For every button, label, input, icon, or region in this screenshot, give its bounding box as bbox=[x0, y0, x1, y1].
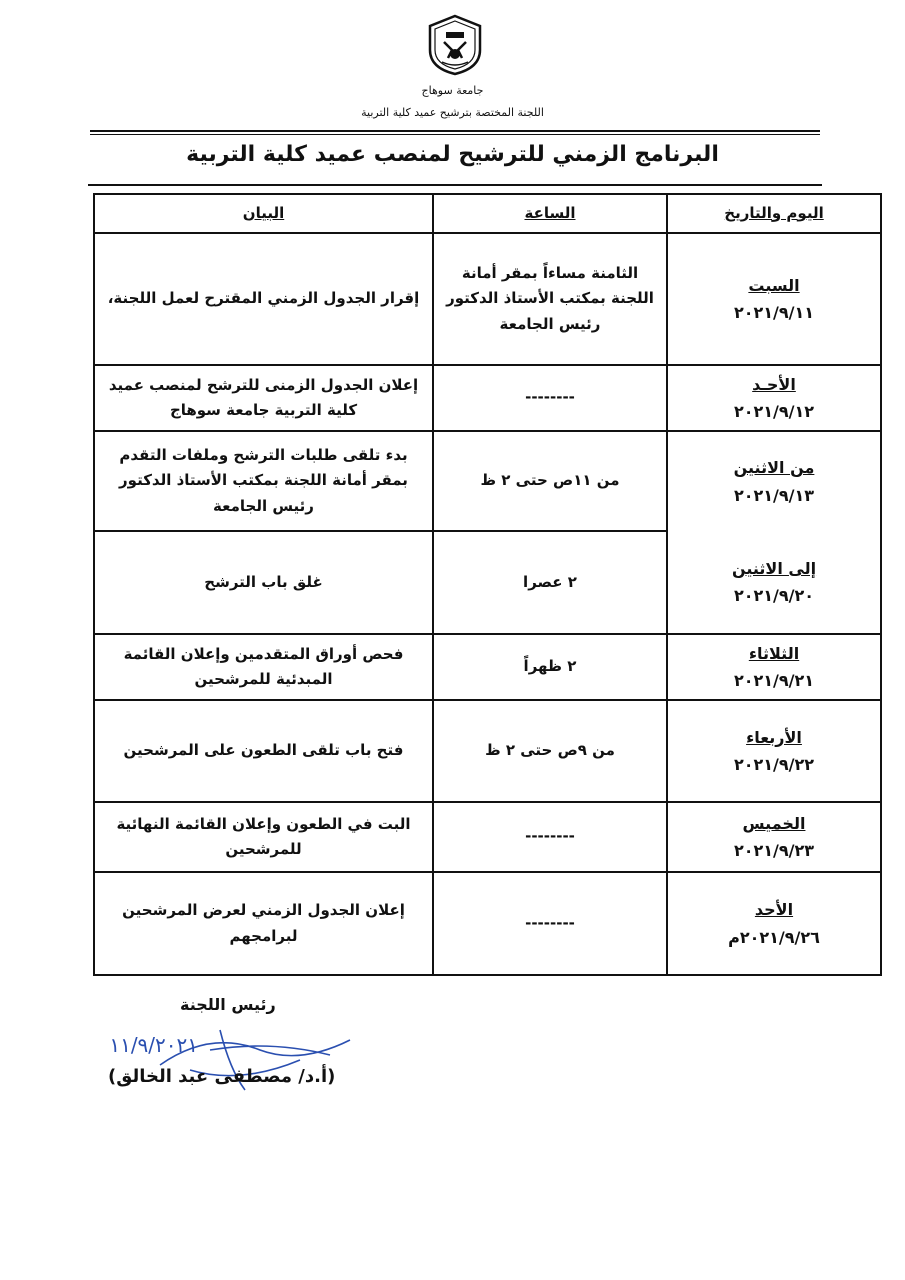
signatory-name: (أ.د/ مصطفى عبد الخالق) bbox=[108, 1066, 336, 1087]
day-date: ٢٠٢١/٩/٢٣ bbox=[733, 841, 815, 860]
day-date: ٢٠٢١/٩/٢٢ bbox=[733, 755, 815, 774]
day-cell bbox=[667, 872, 881, 975]
day-date: ٢٠٢١/٩/١١ bbox=[733, 303, 815, 322]
column-header-day: اليوم والتاريخ bbox=[667, 194, 881, 233]
table-row bbox=[94, 700, 881, 802]
header-divider-thin bbox=[90, 134, 820, 135]
time-cell: الثامنة مساءاً بمقر أمانة اللجنة بمكتب الأستاذ الدكتور رئيس الجامعة bbox=[433, 233, 667, 365]
day-cell bbox=[667, 634, 881, 700]
title-divider bbox=[88, 184, 822, 186]
description-cell: البت في الطعون وإعلان القائمة النهائية للمرشحين bbox=[94, 802, 433, 872]
day-cell bbox=[667, 700, 881, 802]
day-name: الأحد bbox=[754, 900, 794, 920]
day-date: ٢٠٢١/٩/١٢ bbox=[733, 402, 815, 421]
time-cell: من ٩ص حتى ٢ ظ bbox=[433, 700, 667, 802]
header-divider bbox=[90, 130, 820, 132]
description-cell: إعلان الجدول الزمني لعرض المرشحين لبرامجهم bbox=[94, 872, 433, 975]
column-header-description: البيان bbox=[94, 194, 433, 233]
table-header-row bbox=[94, 194, 881, 233]
day-date: ٢٠٢١/٩/١٣ bbox=[733, 485, 815, 505]
day-cell bbox=[667, 365, 881, 431]
day-cell bbox=[667, 531, 881, 634]
day-name: الثلاثاء bbox=[748, 643, 800, 663]
day-name: الأحـد bbox=[752, 374, 796, 394]
time-cell: من ١١ص حتى ٢ ظ bbox=[433, 431, 667, 531]
day-name: الخميس bbox=[742, 813, 806, 833]
description-cell: فحص أوراق المتقدمين وإعلان القائمة المبدئية للمرشحين bbox=[94, 634, 433, 700]
day-cell bbox=[667, 233, 881, 365]
time-cell: ٢ عصرا bbox=[433, 531, 667, 634]
signatory-role: رئيس اللجنة bbox=[180, 995, 276, 1014]
day-date: ٢٠٢١/٩/٢٠ bbox=[733, 586, 815, 605]
description-cell: إقرار الجدول الزمني المقترح لعمل اللجنة، bbox=[94, 233, 433, 365]
table-row bbox=[94, 365, 881, 431]
day-cell bbox=[667, 431, 881, 531]
table-row bbox=[94, 802, 881, 872]
time-cell: -------- bbox=[433, 872, 667, 975]
handwritten-date: ١١/٩/٢٠٢١ bbox=[109, 1033, 198, 1057]
day-name: السبت bbox=[748, 275, 800, 295]
column-header-time: الساعة bbox=[433, 194, 667, 233]
description-cell: فتح باب تلقى الطعون على المرشحين bbox=[94, 700, 433, 802]
day-name: إلى الاثنين bbox=[731, 558, 817, 578]
day-date: ٢٠٢١/٩/٢١ bbox=[733, 671, 815, 690]
table-row bbox=[94, 531, 881, 634]
time-cell: -------- bbox=[433, 802, 667, 872]
table-row bbox=[94, 634, 881, 700]
schedule-table bbox=[93, 193, 882, 976]
day-date: ٢٠٢١/٩/٢٦م bbox=[728, 927, 820, 947]
description-cell: بدء تلقى طلبات الترشح وملفات التقدم بمقر أمانة اللجنة بمكتب الأستاذ الدكتور رئيس الجامعة bbox=[94, 431, 433, 531]
table-row bbox=[94, 233, 881, 365]
day-cell bbox=[667, 802, 881, 872]
university-name: جامعة سوهاج bbox=[421, 84, 484, 97]
day-name: الأربعاء bbox=[746, 727, 802, 747]
time-cell: ٢ ظهراً bbox=[433, 634, 667, 700]
time-cell: -------- bbox=[433, 365, 667, 431]
committee-name: اللجنة المختصة بترشيح عميد كلية التربية bbox=[361, 106, 544, 119]
description-cell: إعلان الجدول الزمنى للترشح لمنصب عميد كلية التربية جامعة سوهاج bbox=[94, 365, 433, 431]
day-name: من الاثنين bbox=[733, 458, 815, 478]
description-cell: غلق باب الترشح bbox=[94, 531, 433, 634]
university-seal-logo bbox=[428, 14, 482, 76]
table-row bbox=[94, 872, 881, 975]
page-title: البرنامج الزمني للترشيح لمنصب عميد كلية التربية bbox=[186, 142, 719, 167]
table-row bbox=[94, 431, 881, 531]
